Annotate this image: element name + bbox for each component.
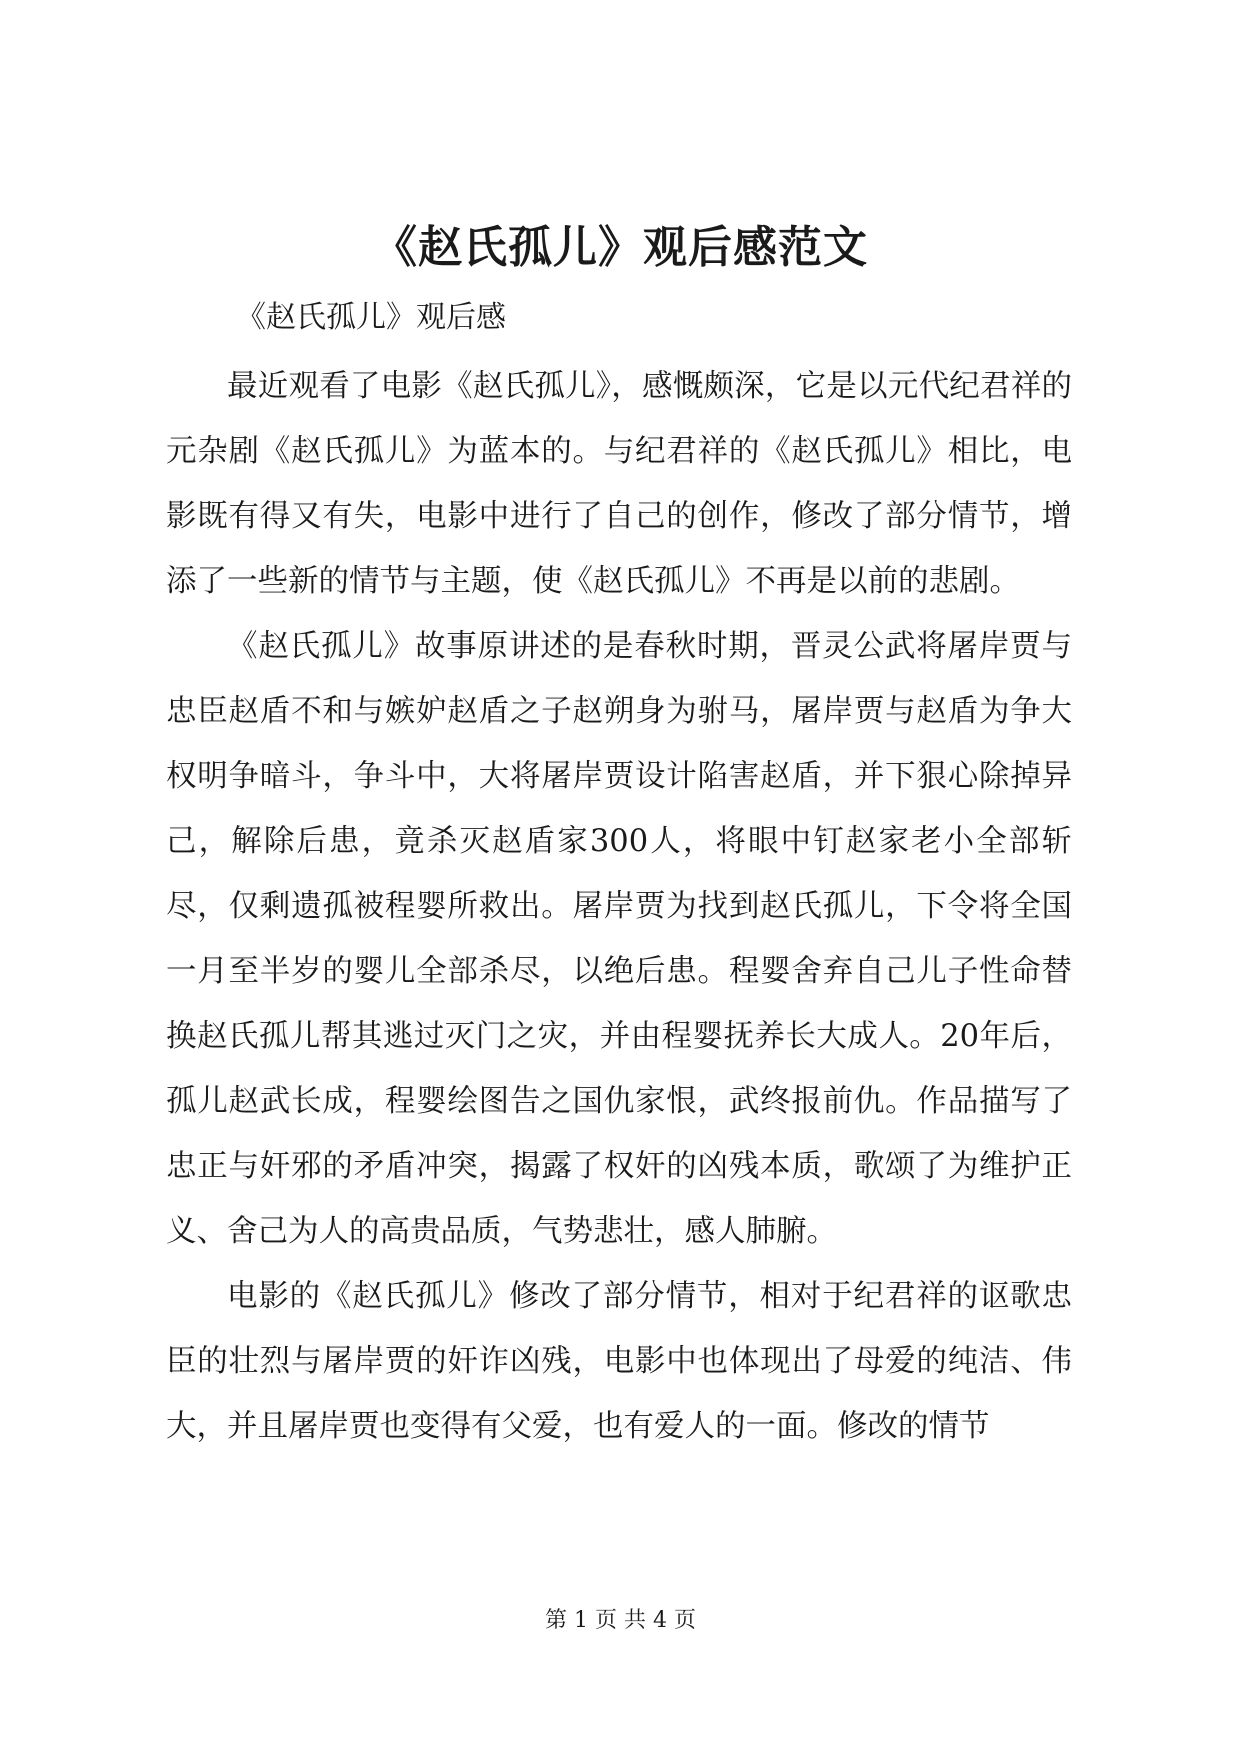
document-body <box>166 354 1072 1459</box>
page-footer: 第 1 页 共 4 页 <box>545 1608 696 1633</box>
paragraph: 最近观看了电影《赵氏孤儿》，感慨颇深，它是以元代纪君祥的元杂剧《赵氏孤儿》为蓝本的。与纪君祥的《赵氏孤儿》相比，电影既有得又有失，电影中进行了自己的创作，修改了部分情节，增添了一些新的情节与主题，使《赵氏孤儿》不再是以前的悲剧。 <box>166 369 1072 599</box>
document-title: 《赵氏孤儿》观后感范文 <box>373 222 868 273</box>
document-subtitle: 《赵氏孤儿》观后感 <box>236 300 506 335</box>
paragraph: 《赵氏孤儿》故事原讲述的是春秋时期，晋灵公武将屠岸贾与忠臣赵盾不和与嫉妒赵盾之子赵朔身为驸马，屠岸贾与赵盾为争大权明争暗斗，争斗中，大将屠岸贾设计陷害赵盾，并下狠心除掉异己，解除后患，竟杀灭赵盾家300人，将眼中钉赵家老小全部斩尽，仅剩遗孤被程婴所救出。屠岸贾为找到赵氏孤儿，下令将全国一月至半岁的婴儿全部杀尽，以绝后患。程婴舍弃自己儿子性命替换赵氏孤儿帮其逃过灭门之灾，并由程婴抚养长大成人。20年后，孤儿赵武长成，程婴绘图告之国仇家恨，武终报前仇。作品描写了忠正与奸邪的矛盾冲突，揭露了权奸的凶残本质，歌颂了为维护正义、舍己为人的高贵品质，气势悲壮，感人肺腑。 <box>166 629 1072 1249</box>
paragraph: 电影的《赵氏孤儿》修改了部分情节，相对于纪君祥的讴歌忠臣的壮烈与屠岸贾的奸诈凶残，电影中也体现出了母爱的纯洁、伟大，并且屠岸贾也变得有父爱，也有爱人的一面。修改的情节 <box>166 1279 1072 1444</box>
